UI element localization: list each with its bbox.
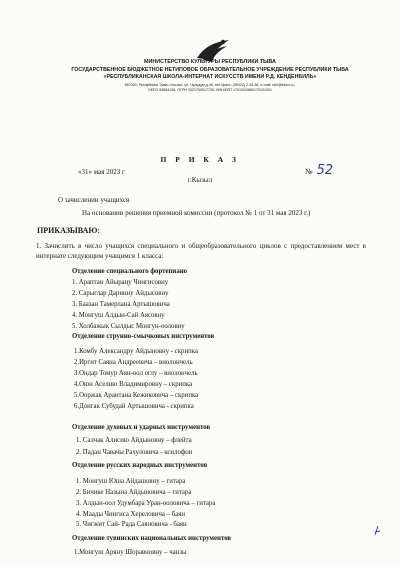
order-city: г.Кызыл bbox=[187, 176, 213, 184]
list-item: 1.Монгуш Аряну Шоравновну – чанзы bbox=[74, 549, 187, 556]
list-item: 2. Бичике Назына Айдыновича – гитара bbox=[76, 489, 192, 496]
section-title-piano: Отделение специального фортепиано bbox=[72, 268, 188, 275]
list-item: 4. Монгуш Алдын-Сай Аясовну bbox=[72, 312, 165, 319]
list-item: 3.Ондар Томур Аян-оол оглу – виолончель bbox=[74, 370, 198, 377]
order-date: «31» мая 2023 г bbox=[78, 168, 125, 176]
order-number-value: 52 bbox=[316, 163, 334, 178]
section-title-tuvan: Отделение тувинских национальных инструментов bbox=[72, 535, 232, 542]
list-item: 3. Баазан Тамерлана Артышовича bbox=[72, 301, 170, 308]
list-item: 1.Комбу Александру Айдыновну - скрипка bbox=[74, 348, 198, 355]
page-initial-mark-icon bbox=[373, 525, 381, 537]
list-item: 5.Ооржак Арантана Кежиковича – скрипка bbox=[74, 392, 199, 399]
list-item: 2. Падан Чавачы Рахуловича - ксилофон bbox=[76, 449, 193, 456]
list-item: 5. Холбажык Сылдыс Монгун-ооловну bbox=[72, 323, 185, 330]
section-title-winds: Отделение духовых и ударных инструментов bbox=[72, 424, 211, 431]
address-line-2: ОКПО 53684138, ОГРН 1021700517726, ИНН/КПП 1701031966/170101001 bbox=[148, 88, 272, 92]
section-title-strings: Отделение струнно-смычковых инструментов bbox=[72, 333, 215, 340]
list-item: 1. Араптан Айыраңу Чингисовну bbox=[72, 279, 169, 286]
order-basis: На основании решения приемной комиссии (протокол № 1 от 31 мая 2023 г.) bbox=[82, 209, 311, 217]
order-number-prefix: № bbox=[305, 167, 313, 176]
ministry-name: МИНИСТЕРСТВО КУЛЬТУРЫ РЕСПУБЛИКИ ТЫВА bbox=[144, 59, 276, 65]
list-item: 2. Сарыглар Даринну Айдысовну bbox=[72, 290, 169, 297]
order-subject: О зачислении учащихся bbox=[58, 196, 130, 204]
institution-name: ГОСУДАРСТВЕННОЕ БЮДЖЕТНОЕ НЕТИПОВОЕ ОБРАЗОВАТЕЛЬНОЕ УЧРЕЖДЕНИЕ РЕСПУБЛИКИ ТЫВА bbox=[71, 67, 349, 73]
school-name: «РЕСПУБЛИКАНСКАЯ ШКОЛА-ИНТЕРНАТ ИСКУССТВ ИМЕНИ Р.Д. КЕНДЕНБИЛЬ» bbox=[103, 74, 317, 80]
address-line-1: 667000, Республика Тыва, г.Кызыл, ул. Чульдум д.45, тел./факс: (39422) 2-34-36, e-mail: rshi@inbox.ru, bbox=[124, 83, 296, 87]
list-item: 2.Иргит Саяна Андреевича – виолончель bbox=[74, 359, 193, 366]
list-item: 3. Алдын-оол Удумбара Уран-ооловича – гитара bbox=[76, 500, 216, 507]
section-title-russian-folk: Отделение русских народных инструментов bbox=[72, 462, 208, 469]
list-item: 4. Маады Чингиса Хереловича – баян bbox=[76, 511, 185, 518]
list-item: 5. Чигжит Сай- Рада Саяновича - баян bbox=[76, 521, 187, 528]
list-item: 4.Оюн Аселию Владимировну – скрипка bbox=[74, 381, 193, 388]
order-directive: ПРИКАЗЫВАЮ: bbox=[37, 226, 101, 235]
list-item: 1. Салчак Алисию Айдыновну – флейта bbox=[76, 437, 192, 444]
order-paragraph-1: 1. Зачислить в число учащихся специального и общеобразовательного циклов с предоставлением мест в интернате следующим учащимся 1 класса: bbox=[36, 242, 366, 260]
list-item: 6.Донгак Субудай Артышовича - скрипка bbox=[74, 403, 194, 410]
list-item: 1. Монгуш Юша Айдашовну – гитара bbox=[76, 478, 186, 485]
order-title: П Р И К А З bbox=[160, 155, 240, 164]
